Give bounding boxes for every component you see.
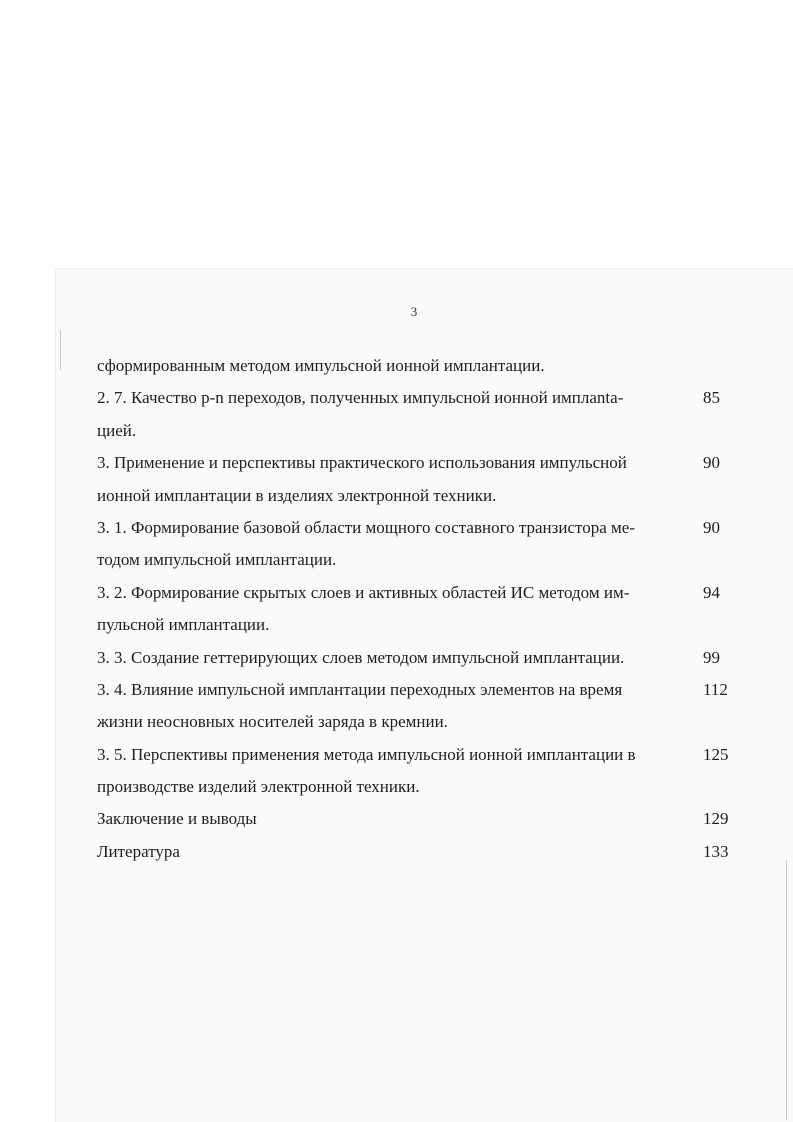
toc-line bbox=[97, 577, 733, 609]
toc-line bbox=[97, 350, 733, 382]
toc-page-number: 112 bbox=[703, 679, 728, 699]
toc-entry-text: 3. 1. Формирование базовой области мощного составного транзистора ме- bbox=[97, 517, 635, 537]
toc-line bbox=[97, 739, 733, 771]
scan-artifact bbox=[786, 860, 787, 1120]
toc-page-number: 129 bbox=[703, 809, 729, 829]
toc-page-number: 125 bbox=[703, 744, 729, 764]
toc-entry-text: жизни неосновных носителей заряда в кремнии. bbox=[97, 712, 448, 732]
toc-line bbox=[97, 706, 733, 738]
toc-entry-text: 3. 2. Формирование скрытых слоев и активных областей ИС методом им- bbox=[97, 582, 630, 602]
toc-entry-text: Заключение и выводы bbox=[97, 809, 257, 829]
toc-entry-text: 3. 3. Создание геттерирующих слоев методом импульсной имплантации. bbox=[97, 647, 625, 667]
toc-entry-text: производстве изделий электронной техники. bbox=[97, 777, 420, 797]
toc-page-number: 99 bbox=[703, 647, 720, 667]
toc-line bbox=[97, 544, 733, 576]
toc-entry-text: ионной имплантации в изделиях электронной техники. bbox=[97, 485, 497, 505]
page-number: 3 bbox=[410, 304, 418, 319]
table-of-contents bbox=[97, 350, 733, 868]
toc-line bbox=[97, 771, 733, 803]
toc-line bbox=[97, 382, 733, 414]
toc-entry-text: 3. 4. Влияние импульсной имплантации переходных элементов на время bbox=[97, 679, 623, 699]
toc-entry-text: Литература bbox=[97, 841, 180, 861]
toc-entry-text: 2. 7. Качество p-n переходов, полученных импульсной ионной имплanta- bbox=[97, 388, 624, 408]
toc-entry-text: цией. bbox=[97, 420, 137, 440]
toc-line bbox=[97, 447, 733, 479]
toc-line bbox=[97, 609, 733, 641]
toc-entry-text: 3. Применение и перспективы практического использования импульсной bbox=[97, 453, 627, 473]
toc-line bbox=[97, 642, 733, 674]
toc-page-number: 90 bbox=[703, 453, 720, 473]
toc-page-number: 90 bbox=[703, 517, 720, 537]
toc-entry-text: сформированным методом импульсной ионной имплантации. bbox=[97, 356, 545, 375]
toc-line bbox=[97, 480, 733, 512]
scan-artifact bbox=[60, 330, 61, 370]
toc-line bbox=[97, 803, 733, 835]
toc-entry-text: 3. 5. Перспективы применения метода импульсной ионной имплантации в bbox=[97, 744, 636, 764]
toc-page-number: 85 bbox=[703, 388, 720, 408]
toc-page-number: 133 bbox=[703, 841, 729, 861]
toc-line bbox=[97, 674, 733, 706]
toc-entry-text: тодом импульсной имплантации. bbox=[97, 550, 337, 570]
toc-line bbox=[97, 512, 733, 544]
toc-page-number: 94 bbox=[703, 582, 720, 602]
toc-entry-text: пульсной имплантации. bbox=[97, 615, 270, 635]
toc-line bbox=[97, 415, 733, 447]
toc-line bbox=[97, 836, 733, 868]
